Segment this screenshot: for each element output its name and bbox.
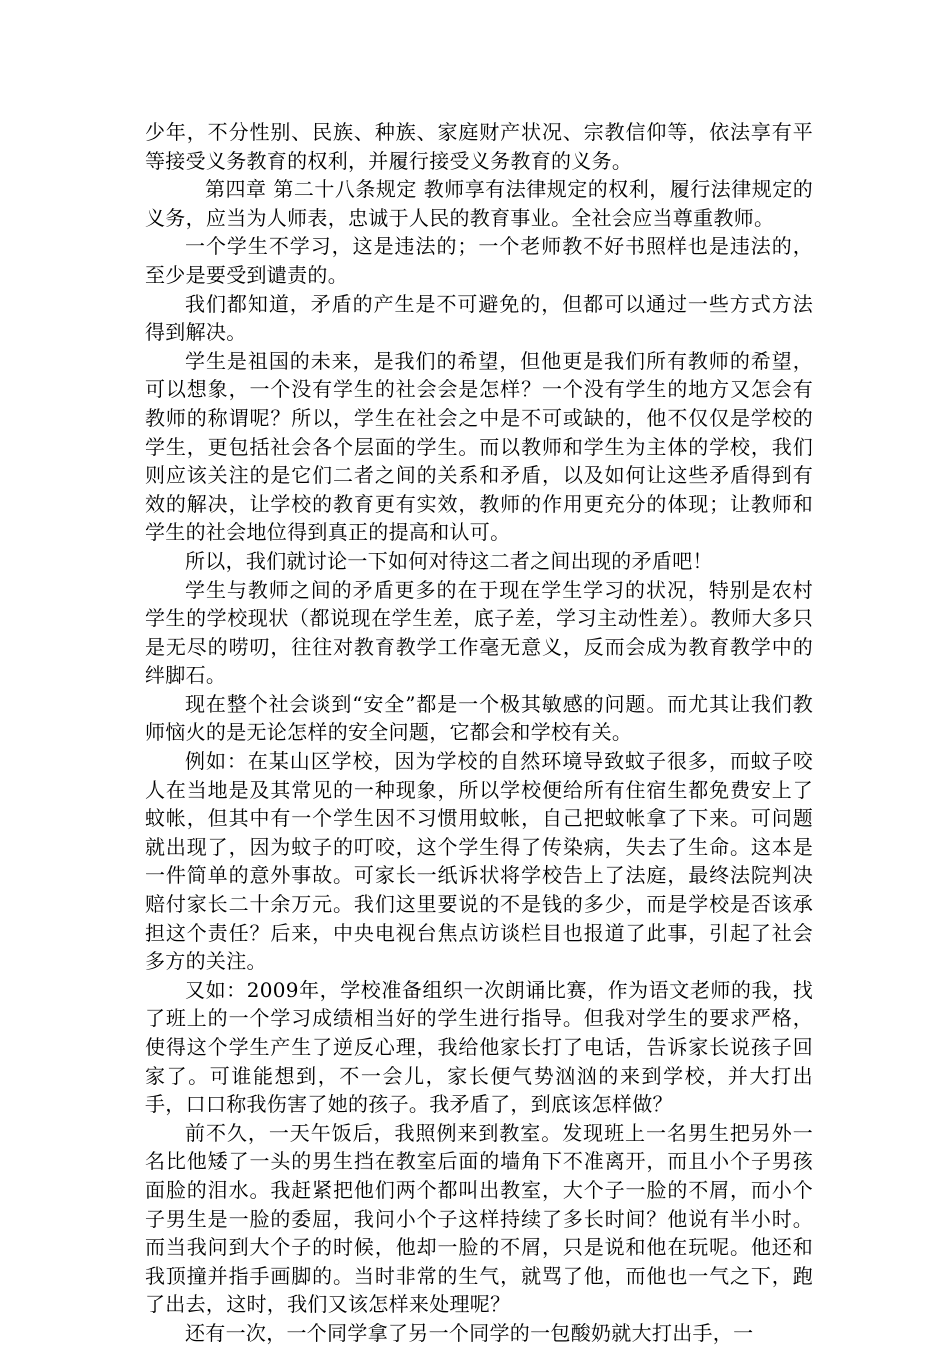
paragraph-9: 例如：在某山区学校，因为学校的自然环境导致蚊子很多，而蚊子咬人在当地是及其常见的一种现象，所以学校便给所有住宿生都免费安上了蚊帐，但其中有一个学生因不习惯用蚊帐，自己把蚊帐拿了下来。可问题就出现了，因为蚊子的叮咬，这个学生得了传染病，失去了生命。这本是一件简单的意外事故。可家长一纸诉状将学校告上了法庭，最终法院判决赔付家长二十余万元。我们这里要说的不是钱的多少，而是学校是否该承担这个责任？后来，中央电视台焦点访谈栏目也报道了此事，引起了社会多方的关注。 [145, 749, 813, 974]
paragraph-12: 还有一次，一个同学拿了另一个同学的一包酸奶就大打出手，一 [185, 1320, 754, 1345]
paragraph-8: 现在整个社会谈到“安全”都是一个极其敏感的问题。而尤其让我们教师恼火的是无论怎样的安全问题，它都会和学校有关。 [145, 691, 813, 745]
document-body [145, 118, 813, 1348]
paragraph-7: 学生与教师之间的矛盾更多的在于现在学生学习的状况，特别是农村学生的学校现状（都说现在学生差，底子差，学习主动性差）。教师大多只是无尽的唠叨，往往对教育教学工作毫无意义，反而会成为教育教学中的绊脚石。 [145, 577, 813, 688]
paragraph-10: 又如：2009年，学校准备组织一次朗诵比赛，作为语文老师的我，找了班上的一个学习成绩相当好的学生进行指导。但我对学生的要求严格，使得这个学生产生了逆反心理，我给他家长打了电话，告诉家长说孩子回家了。可谁能想到，不一会儿，家长便气势汹汹的来到学校，并大打出手，口口称我伤害了她的孩子。我矛盾了，到底该怎样做？ [145, 977, 813, 1117]
paragraph-3: 一个学生不学习，这是违法的；一个老师教不好书照样也是违法的，至少是要受到谴责的。 [145, 234, 813, 287]
paragraph-5: 学生是祖国的未来，是我们的希望，但他更是我们所有教师的希望，可以想象，一个没有学生的社会会是怎样？一个没有学生的地方又怎会有教师的称谓呢？所以，学生在社会之中是不可或缺的，他不仅仅是学校的学生，更包括社会各个层面的学生。而以教师和学生为主体的学校，我们则应该关注的是它们二者之间的关系和矛盾，以及如何让这些矛盾得到有效的解决，让学校的教育更有实效，教师的作用更充分的体现；让教师和学生的社会地位得到真正的提高和认可。 [145, 348, 813, 545]
paragraph-2: 第四章 第二十八条规定 教师享有法律规定的权利，履行法律规定的义务，应当为人师表，忠诚于人民的教育事业。全社会应当尊重教师。 [145, 177, 813, 230]
paragraph-4: 我们都知道，矛盾的产生是不可避免的，但都可以通过一些方式方法得到解决。 [145, 291, 813, 345]
paragraph-6: 所以，我们就讨论一下如何对待这二者之间出现的矛盾吧！ [185, 548, 713, 573]
paragraph-1: 少年，不分性别、民族、种族、家庭财产状况、宗教信仰等，依法享有平等接受义务教育的权利，并履行接受义务教育的义务。 [145, 120, 813, 173]
paragraph-11: 前不久，一天午饭后，我照例来到教室。发现班上一名男生把另外一名比他矮了一头的男生挡在教室后面的墙角下不准离开，而且小个子男孩面脸的泪水。我赶紧把他们两个都叫出教室，大个子一脸的不屑，而小个子男生是一脸的委屈，我问小个子这样持续了多长时间？他说有半小时。而当我问到大个子的时候，他却一脸的不屑，只是说和他在玩呢。他还和我顶撞并指手画脚的。当时非常的生气，就骂了他，而他也一气之下，跑了出去，这时，我们又该怎样来处理呢？ [145, 1120, 813, 1317]
